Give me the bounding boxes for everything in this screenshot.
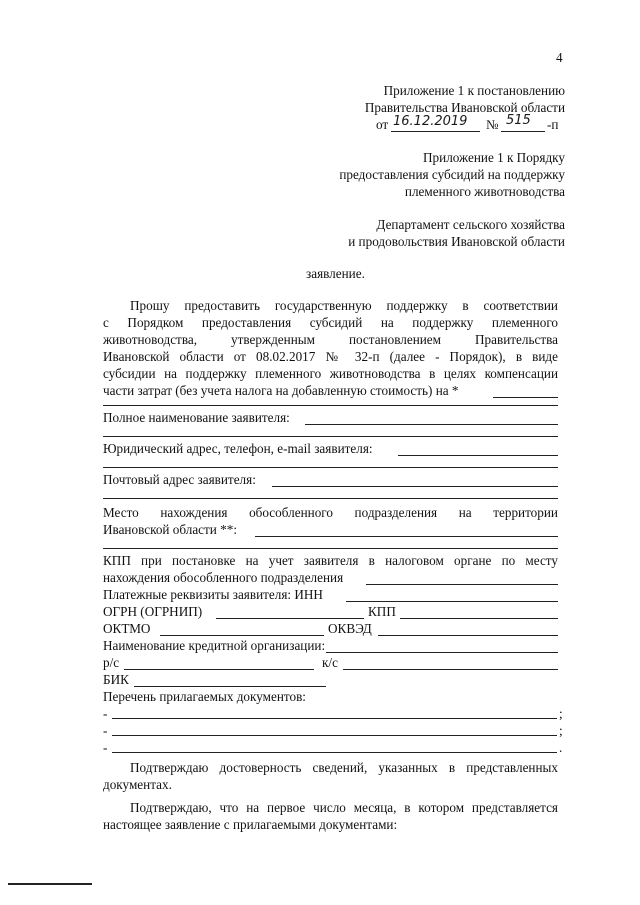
full-name-input-line[interactable] [305, 424, 558, 425]
subsidy-purpose-line-2 [103, 405, 558, 406]
kpp-short-label: КПП [368, 604, 396, 619]
separate-unit-input-line[interactable] [255, 536, 558, 537]
intro-line-2: с Порядком предоставления субсидий на поддержку племенного [103, 315, 558, 330]
documents-list-label: Перечень прилагаемых документов: [103, 689, 306, 704]
oktmo-label: ОКТМО [103, 621, 151, 636]
bik-input-line[interactable] [134, 686, 326, 687]
header1-line1: Приложение 1 к постановлению [383, 83, 565, 98]
kpp-label-line2: нахождения обособленного подразделения [103, 570, 344, 585]
rs-label: р/с [103, 655, 120, 670]
addressee-line1: Департамент сельского хозяйства [376, 217, 565, 232]
header2-line2: предоставления субсидий на поддержку [339, 167, 565, 182]
postal-address-input-line[interactable] [272, 486, 558, 487]
doc-item-2-end: ; [559, 723, 563, 738]
bik-label: БИК [103, 672, 129, 687]
intro-line-6: части затрат (без учета налога на добавленную стоимость) на * [103, 383, 459, 398]
header2-line3: племенного животноводства [404, 184, 565, 199]
payment-details-label: Платежные реквизиты заявителя: ИНН [103, 587, 323, 602]
ogrn-label: ОГРН (ОГРНИП) [103, 604, 203, 619]
decree-number-underline [501, 131, 545, 132]
confirm1-line1: Подтверждаю достоверность сведений, указанных в представленных [130, 760, 558, 775]
page-number: 4 [556, 50, 563, 65]
confirm1-line2: документах. [103, 777, 172, 792]
legal-address-label: Юридический адрес, телефон, e-mail заявителя: [103, 441, 373, 456]
ks-input-line[interactable] [343, 669, 558, 670]
kpp-label-line1: КПП при постановке на учет заявителя в налоговом органе по месту [103, 553, 558, 568]
separate-unit-label-line2: Ивановской области **: [103, 522, 237, 537]
bank-name-input-line[interactable] [326, 652, 558, 653]
header1-line2: Правительства Ивановской области [364, 100, 565, 115]
kpp-short-input-line[interactable] [400, 618, 558, 619]
intro-line-5: субсидии на поддержку племенного животноводства в целях компенсации [103, 366, 558, 381]
full-name-label: Полное наименование заявителя: [103, 410, 290, 425]
doc-item-3-end: . [559, 740, 563, 755]
inn-input-line[interactable] [346, 601, 558, 602]
kpp-input-line[interactable] [366, 584, 558, 585]
doc-item-2-dash: - [103, 723, 108, 738]
legal-address-input-line-2[interactable] [103, 467, 558, 468]
rs-input-line[interactable] [124, 669, 314, 670]
doc-item-2-line[interactable] [112, 735, 557, 736]
doc-item-3-line[interactable] [112, 752, 557, 753]
decree-date-handwritten: 16.12.2019 [393, 114, 468, 129]
intro-line-1: Прошу предоставить государственную поддержку в соответствии [130, 298, 558, 313]
intro-line-4: Ивановской области от 08.02.2017 № 32-п (далее - Порядок), в виде [103, 349, 558, 364]
postal-address-input-line-2[interactable] [103, 498, 558, 499]
addressee-line2: и продовольствия Ивановской области [348, 234, 565, 249]
doc-item-1-dash: - [103, 706, 108, 721]
header1-suffix: -п [547, 117, 559, 132]
doc-title: заявление. [306, 266, 365, 281]
okved-label: ОКВЭД [328, 621, 372, 636]
separate-unit-label-line1: Место нахождения обособленного подразделения на территории [103, 505, 558, 520]
full-name-input-line-2[interactable] [103, 436, 558, 437]
ogrn-input-line[interactable] [216, 618, 364, 619]
intro-line-3: животноводства, утвержденным постановлением Правительства [103, 332, 558, 347]
decree-date-underline [391, 131, 480, 132]
oktmo-input-line[interactable] [160, 635, 324, 636]
legal-address-input-line[interactable] [398, 455, 558, 456]
confirm2-line2: настоящее заявление с прилагаемыми документами: [103, 817, 398, 832]
doc-item-1-line[interactable] [112, 718, 557, 719]
postal-address-label: Почтовый адрес заявителя: [103, 472, 256, 487]
bank-name-label: Наименование кредитной организации: [103, 638, 326, 653]
doc-item-1-end: ; [559, 706, 563, 721]
subsidy-purpose-line [493, 397, 558, 398]
header1-from-label: от [376, 117, 389, 132]
separate-unit-input-line-2[interactable] [103, 548, 558, 549]
confirm2-line1: Подтверждаю, что на первое число месяца, в котором представляется [130, 800, 558, 815]
header1-number-label: № [486, 117, 499, 132]
decree-number-handwritten: 515 [506, 113, 531, 128]
doc-item-3-dash: - [103, 740, 108, 755]
header2-line1: Приложение 1 к Порядку [423, 150, 565, 165]
okved-input-line[interactable] [378, 635, 558, 636]
footnote-separator [8, 883, 92, 885]
ks-label: к/с [322, 655, 338, 670]
